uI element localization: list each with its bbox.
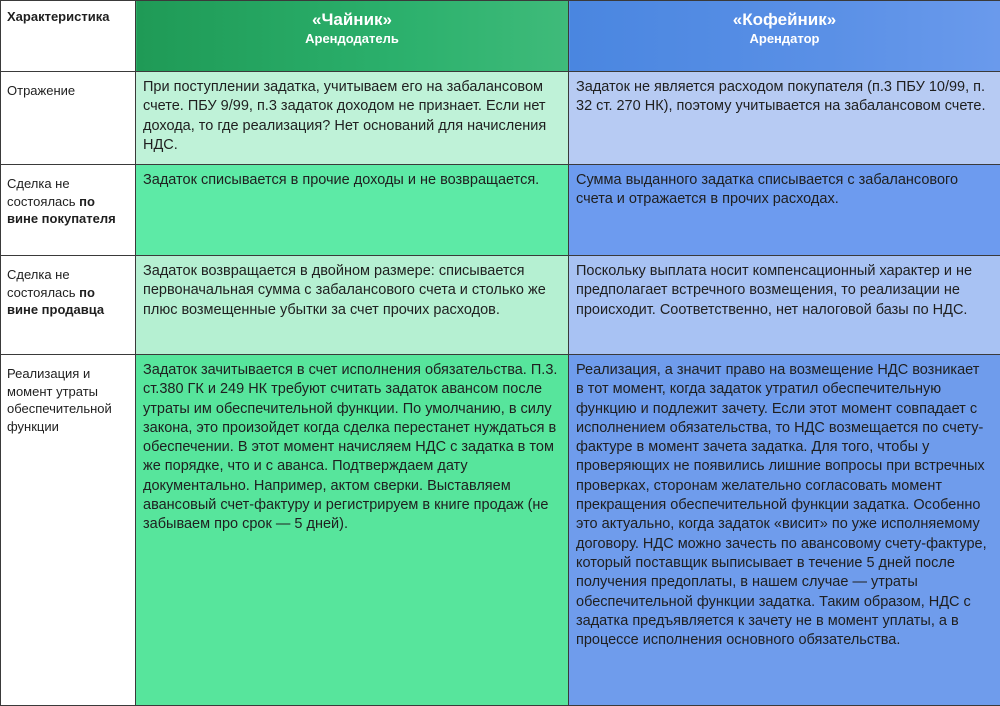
row-label [1,165,136,256]
coffeemaker-cell: Реализация, а значит право на возмещение НДС возникает в тот момент, когда задаток утратил обеспечительную функцию и подлежит зачету. Если этот момент совпадает с исполнением обязательства, то НДС возмещается по счету-фактуре в момент зачета задатка. Для того, чтобы у проверяющих не появились лишние вопросы при встречных проверках, сторонам желательно согласовать момент прекращения обеспечительной функции задатка. Особенно это актуально, когда задаток «висит» по уже исполняемому договору. НДС можно зачесть по авансовому счету-фактуре, который поставщик выписывает в течение 5 дней после получения предоплаты, в нашем случае — утраты обеспечительной функции задатка. Таким образом, НДС с задатка предъявляется к зачету не в момент уплаты, а в процессе исполнения основного обязательства. [569,355,1000,706]
coffeemaker-role: Арендатор [569,30,1000,47]
row-label-text: Реализация и момент утраты обеспечительной функции [7,366,112,434]
teapot-cell: Задаток зачитывается в счет исполнения обязательства. П.3. ст.380 ГК и 249 НК требуют считать задаток авансом после утраты им обеспечительной функции. По умолчанию, в силу закона, это произойдет когда сделка перестанет нуждаться в обеспечении. В этот момент начисляем НДС с задатка в том же порядке, что и с аванса. Подтверждаем дату документально. Например, актом сверки. Выставляем авансовый счет-фактуру и регистрируем в книге продаж (не забываем про срок — 5 дней). [136,355,569,706]
table-row [1,165,1000,256]
header-characteristic: Характеристика [1,1,136,72]
row-label-bold: по вине покупателя [7,194,116,227]
table-row [1,72,1000,165]
row-label-bold: по вине продавца [7,285,104,318]
teapot-cell: При поступлении задатка, учитываем его на забалансовом счете. ПБУ 9/99, п.3 задаток доходом не признает. Если нет дохода, то где реализация? Нет оснований для начисления НДС. [136,72,569,165]
row-label-text: Сделка не состоялась [7,176,79,209]
coffeemaker-cell: Сумма выданного задатка списывается с забалансового счета и отражается в прочих расходах. [569,165,1000,256]
teapot-title: «Чайник» [136,10,568,30]
coffeemaker-cell: Задаток не является расходом покупателя (п.3 ПБУ 10/99, п. 32 ст. 270 НК), поэтому учитывается на забалансовом счете. [569,72,1000,165]
teapot-role: Арендодатель [136,30,568,47]
coffeemaker-title: «Кофейник» [569,10,1000,30]
row-label [1,256,136,355]
row-label-text: Сделка не состоялась [7,267,79,300]
coffeemaker-cell: Поскольку выплата носит компенсационный характер и не предполагает встречного возмещения, то реализации не происходит. Соответственно, нет налоговой базы по НДС. [569,256,1000,355]
table-row [1,256,1000,355]
header-row [1,1,1000,72]
header-teapot [136,1,569,72]
teapot-cell: Задаток списывается в прочие доходы и не возвращается. [136,165,569,256]
table-row [1,355,1000,706]
header-coffeemaker [569,1,1000,72]
row-label-text: Отражение [7,83,75,98]
row-label [1,355,136,706]
teapot-cell: Задаток возвращается в двойном размере: списывается первоначальная сумма с забалансового счета и столько же плюс возмещенные убытки за счет прочих расходов. [136,256,569,355]
row-label [1,72,136,165]
